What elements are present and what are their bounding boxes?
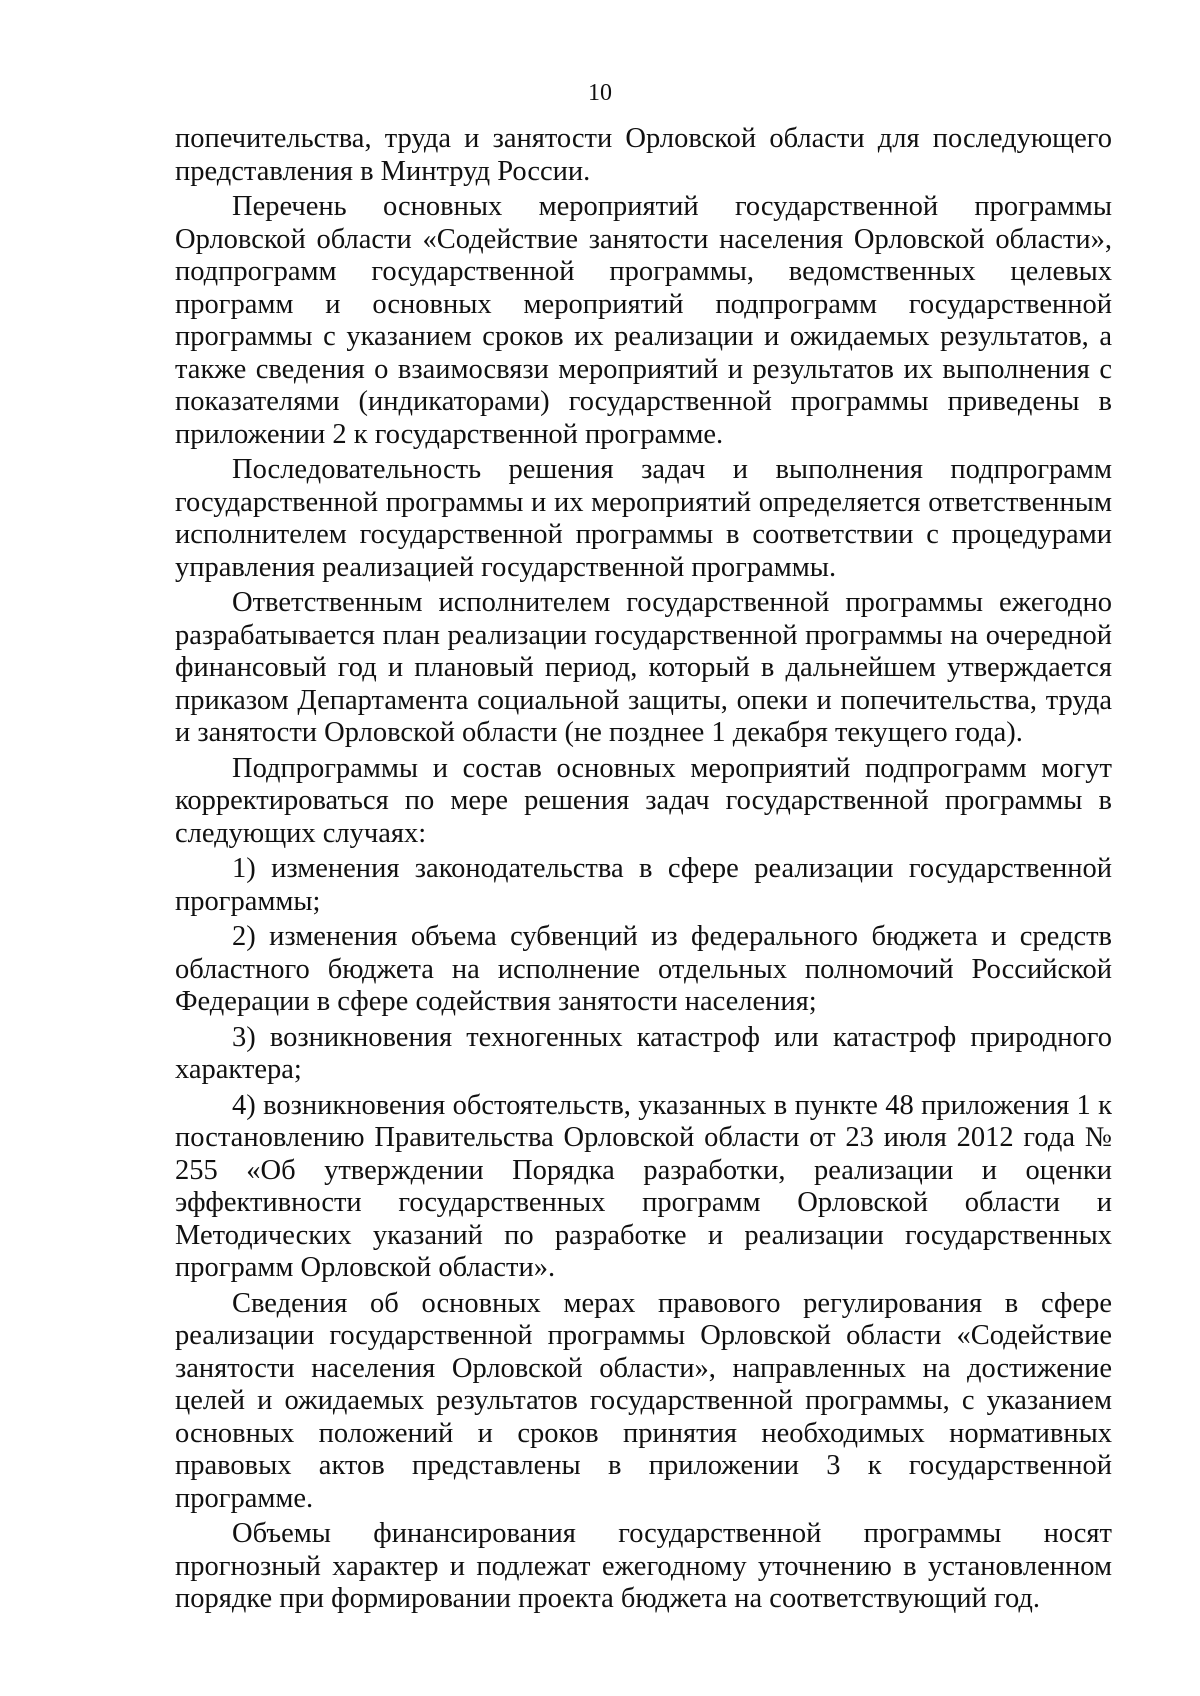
paragraph-financing: Объемы финансирования государственной программы носят прогнозный характер и подлежат ежегодному уточнению в установленном порядке при формировании проекта бюджета на соответствующий год.: [175, 1518, 1112, 1614]
paragraph-annual-plan: Ответственным исполнителем государственной программы ежегодно разрабатывается план реализации государственной программы на очередной финансовый год и плановый период, который в дальнейшем утверждается приказом Департамента социальной защиты, опеки и попечительства, труда и занятости Орловской области (не позднее 1 декабря текущего года).: [175, 587, 1112, 748]
document-body: [175, 123, 1112, 1619]
list-item-4: 4) возникновения обстоятельств, указанных в пункте 48 приложения 1 к постановлению Правительства Орловской области от 23 июля 2012 года № 255 «Об утверждении Порядка разработки, реализации и оценки эффективности государственных программ Орловской области и Методических указаний по разработке и реализации государственных программ Орловской области».: [175, 1089, 1112, 1283]
list-item-2: 2) изменения объема субвенций из федерального бюджета и средств областного бюджета на исполнение отдельных полномочий Российской Федерации в сфере содействия занятости населения;: [175, 921, 1112, 1017]
paragraph-activities-list: Перечень основных мероприятий государственной программы Орловской области «Содействие занятости населения Орловской области», подпрограмм государственной программы, ведомственных целевых программ и основных мероприятий подпрограмм государственной программы с указанием сроков их реализации и ожидаемых результатов, а также сведения о взаимосвязи мероприятий и результатов их выполнения с показателями (индикаторами) государственной программы приведены в приложении 2 к государственной программе.: [175, 191, 1112, 450]
list-item-1: 1) изменения законодательства в сфере реализации государственной программы;: [175, 853, 1112, 917]
paragraph-sequence: Последовательность решения задач и выполнения подпрограмм государственной программы и их мероприятий определяется ответственным исполнителем государственной программы в соответствии с процедурами управления реализацией государственной программы.: [175, 454, 1112, 583]
paragraph-adjustment-cases: Подпрограммы и состав основных мероприятий подпрограмм могут корректироваться по мере решения задач государственной программы в следующих случаях:: [175, 752, 1112, 849]
paragraph-continuation: попечительства, труда и занятости Орловской области для последующего представления в Минтруд России.: [175, 123, 1112, 187]
paragraph-legal-regulation: Сведения об основных мерах правового регулирования в сфере реализации государственной программы Орловской области «Содействие занятости населения Орловской области», направленных на достижение целей и ожидаемых результатов государственной программы, с указанием основных положений и сроков принятия необходимых нормативных правовых актов представлены в приложении 3 к государственной программе.: [175, 1287, 1112, 1514]
page-number: 10: [588, 80, 612, 106]
list-item-3: 3) возникновения техногенных катастроф или катастроф природного характера;: [175, 1021, 1112, 1085]
